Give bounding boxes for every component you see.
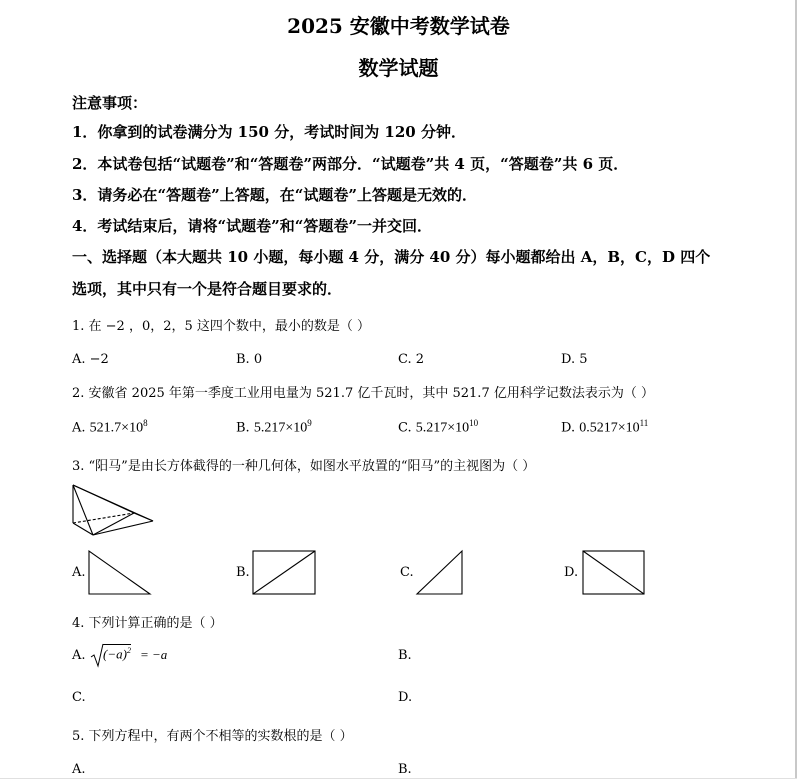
- question-1-option-d: D. 5: [561, 352, 588, 367]
- option-label: C.: [398, 420, 412, 436]
- question-3-option-d-label: D.: [564, 565, 579, 580]
- question-2-option-a: [72, 418, 148, 436]
- square-root-icon: [90, 642, 104, 668]
- section-heading-line-2: 选项，其中只有一个是符合题目要求的．: [72, 280, 343, 298]
- option-a-right-triangle-icon: [88, 550, 152, 596]
- question-3-option-c-label: C.: [400, 565, 414, 580]
- question-2-option-b: [236, 418, 312, 436]
- option-exponent: 9: [307, 418, 312, 428]
- question-5-stem: 5. 下列方程中，有两个不相等的实数根的是（ ）: [72, 729, 353, 744]
- note-item-2: 2．本试卷包括“试题卷”和“答题卷”两部分．“试题卷”共 4 页，“答题卷”共 6 页．: [72, 155, 629, 173]
- option-label: D.: [561, 420, 576, 436]
- question-5-option-b-label: B.: [398, 762, 412, 777]
- note-item-4: 4．考试结束后，请将“试题卷”和“答题卷”一并交回．: [72, 217, 432, 235]
- question-3-option-a-label: A.: [72, 565, 86, 580]
- question-2-stem: 2. 安徽省 2025 年第一季度工业用电量为 521.7 亿千瓦时，其中 521.7 亿用科学记数法表示为（ ）: [72, 386, 654, 401]
- question-2-option-d: [561, 418, 648, 436]
- question-1-option-b: B. 0: [236, 352, 263, 367]
- section-heading-line-1: 一、选择题（本大题共 10 小题，每小题 4 分，满分 40 分）每小题都给出 A，B，C，D 四个: [72, 248, 711, 266]
- option-exponent: 11: [639, 418, 649, 428]
- option-d-rectangle-diagonal-icon: [582, 550, 646, 596]
- question-1-option-c: C. 2: [398, 352, 425, 367]
- option-value: 521.7×10: [89, 420, 144, 436]
- note-item-1: 1．你拿到的试卷满分为 150 分，考试时间为 120 分钟．: [72, 123, 466, 141]
- question-4-option-b-label: B.: [398, 648, 412, 663]
- question-3-option-b-label: B.: [236, 565, 250, 580]
- option-label: B.: [236, 420, 250, 436]
- option-value: 5.217×10: [253, 420, 308, 436]
- option-value: 0.5217×10: [579, 420, 640, 436]
- question-4-option-c-label: C.: [72, 690, 86, 705]
- option-b-rectangle-diagonal-icon: [252, 550, 316, 596]
- sqrt-radicand: (−a): [103, 646, 127, 662]
- question-4-option-d-label: D.: [398, 690, 413, 705]
- question-1-stem: 1. 在 −2 ，0，2，5 这四个数中，最小的数是（ ）: [72, 319, 371, 334]
- question-1-option-a: A. −2: [72, 352, 109, 367]
- exam-title: 2025 安徽中考数学试卷: [287, 14, 510, 38]
- option-value: 5.217×10: [415, 420, 470, 436]
- exam-subtitle: 数学试题: [358, 56, 439, 80]
- question-4-stem: 4. 下列计算正确的是（ ）: [72, 616, 223, 631]
- notes-heading: 注意事项：: [72, 94, 148, 112]
- question-5-option-a-label: A.: [72, 762, 86, 777]
- note-item-3: 3．请务必在“答题卷”上答题，在“试题卷”上答题是无效的．: [72, 186, 477, 204]
- question-4-option-a-label: A.: [72, 648, 86, 663]
- option-label: A.: [72, 420, 86, 436]
- question-2-option-c: [398, 418, 478, 436]
- option-exponent: 10: [469, 418, 479, 428]
- yangma-solid-figure: [70, 483, 160, 539]
- question-3-stem: 3. “阳马”是由长方体截得的一种几何体，如图水平放置的“阳马”的主视图为（ ）: [72, 459, 536, 474]
- sqrt-radicand-exponent: 2: [126, 646, 131, 655]
- option-exponent: 8: [143, 418, 148, 428]
- option-c-right-triangle-icon: [416, 550, 464, 596]
- expression-rhs: = −a: [140, 647, 168, 662]
